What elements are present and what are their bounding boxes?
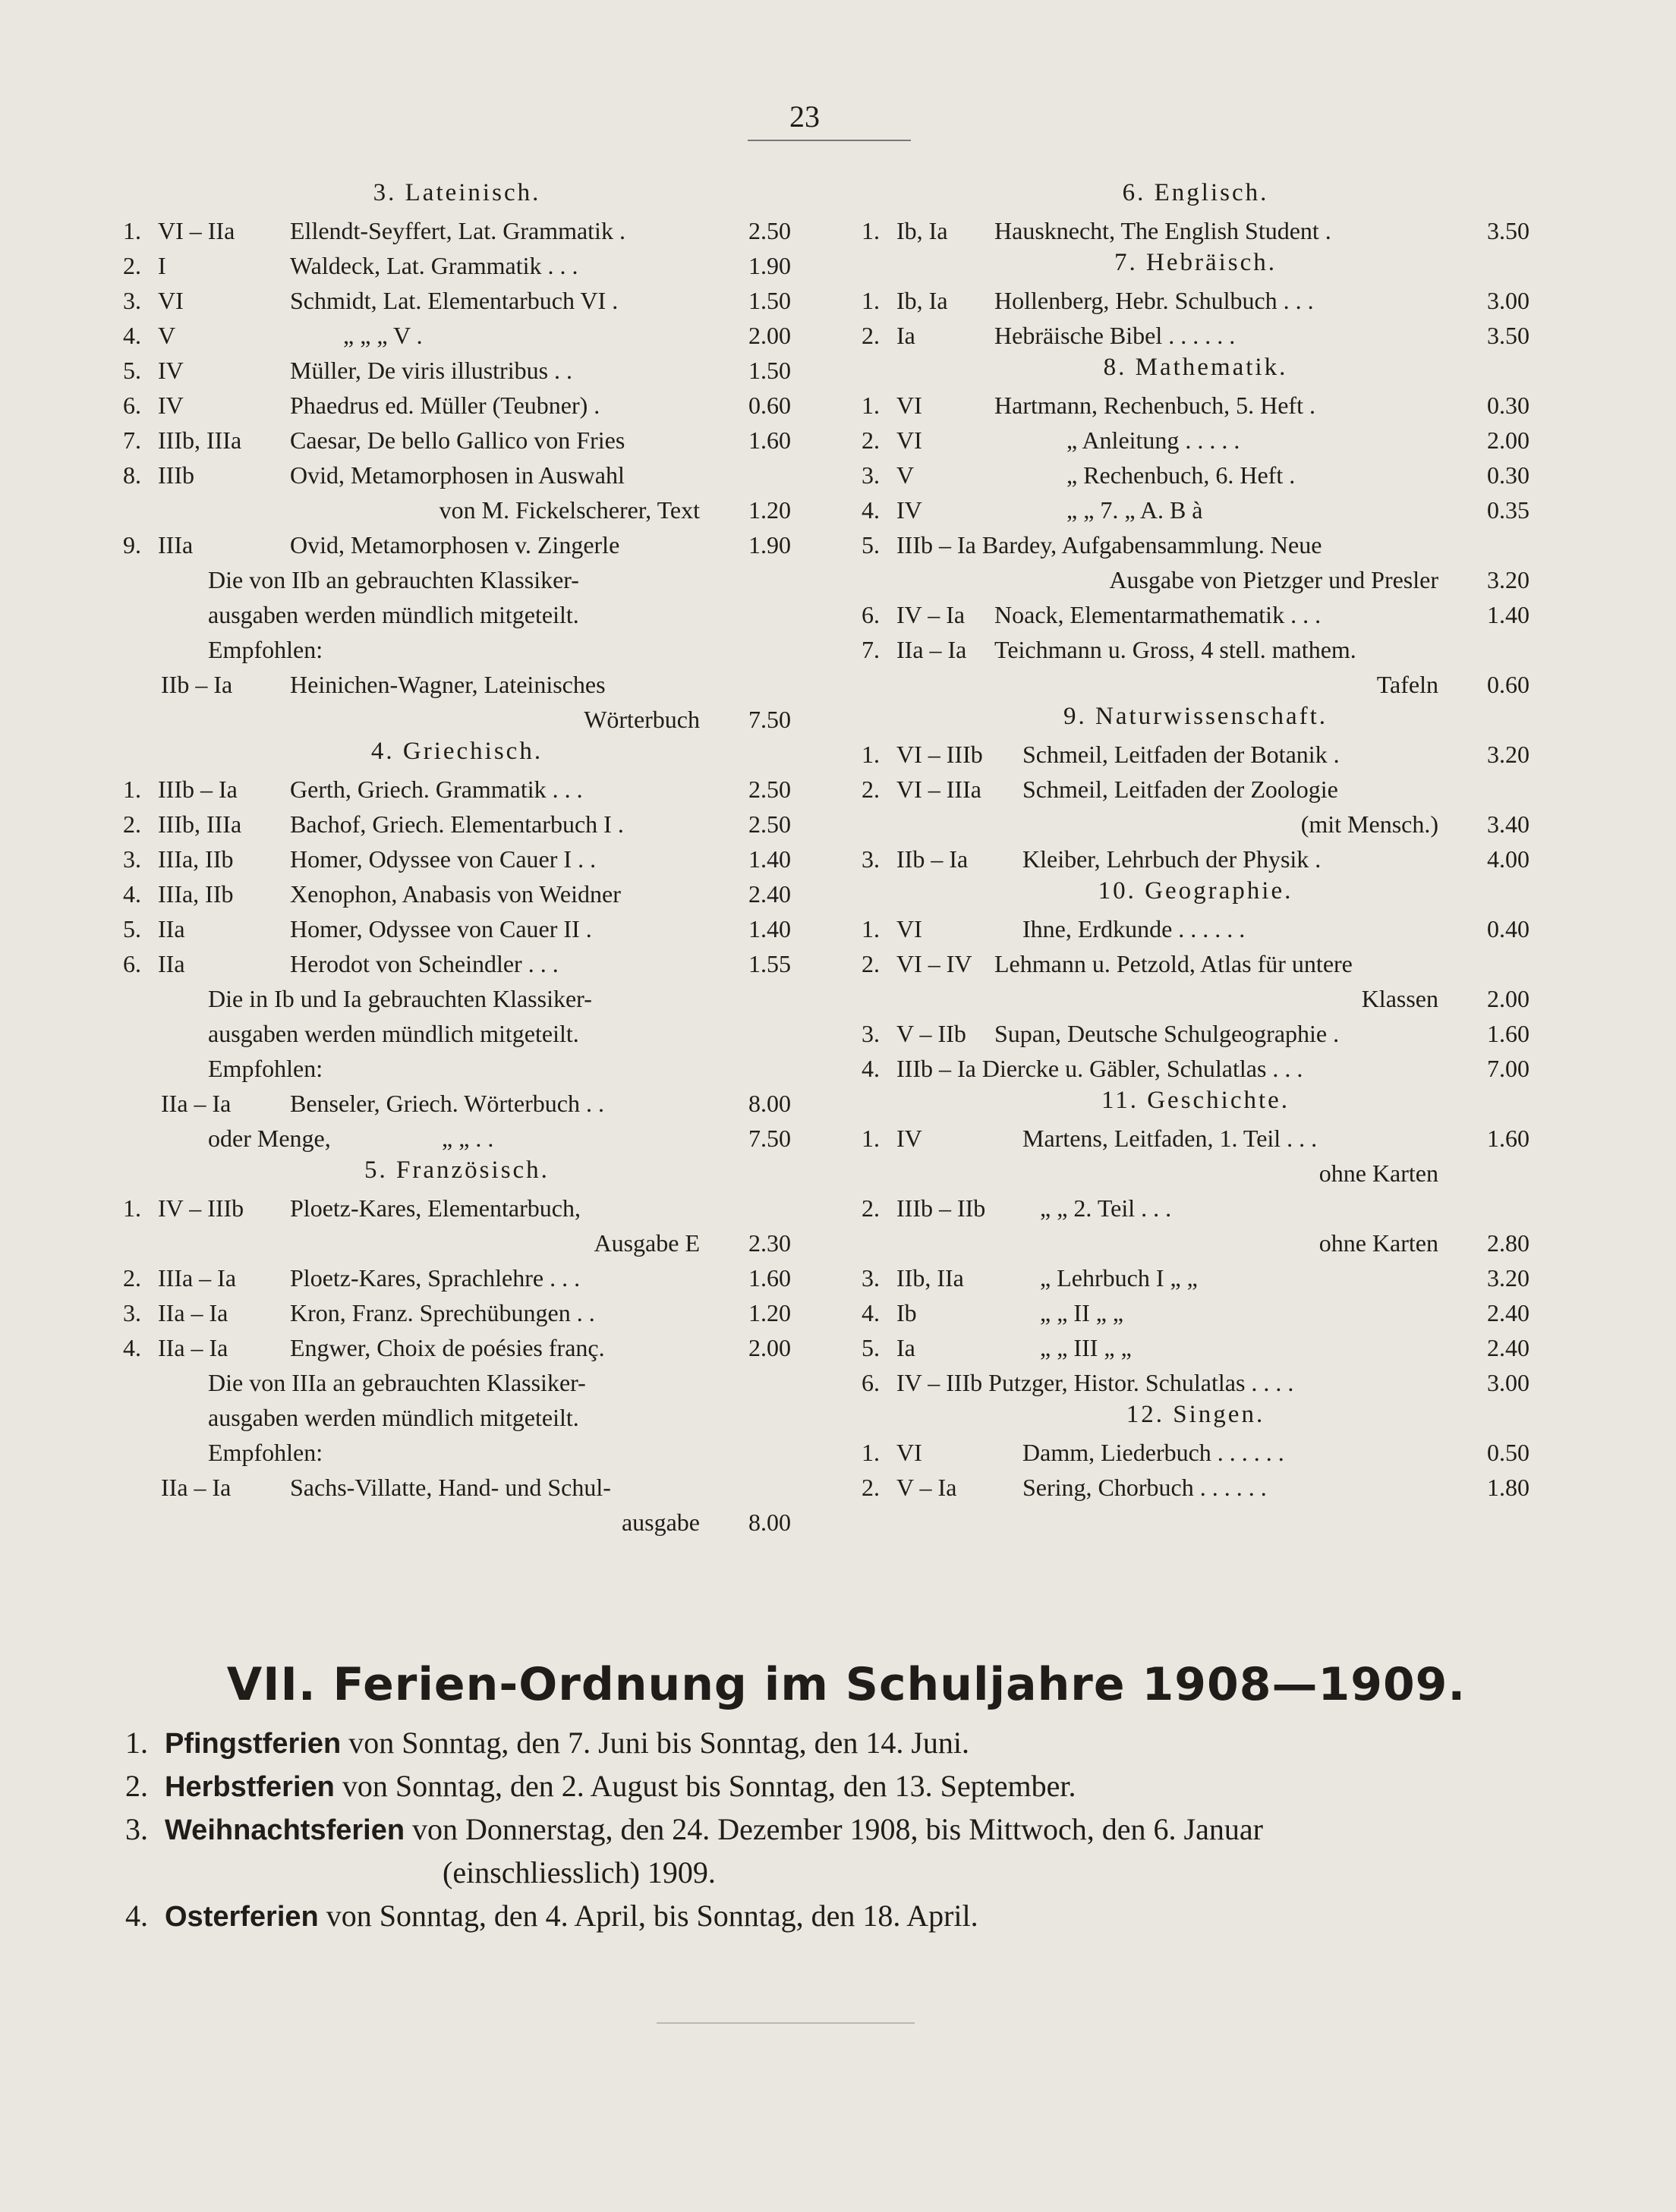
list-item: 3. IIa – Ia Kron, Franz. Sprechübungen . . 1.20 <box>123 1299 791 1326</box>
list-item: Tafeln 0.60 <box>1376 671 1530 698</box>
list-item: 1. Ib, Ia Hausknecht, The English Student . 3.50 <box>862 217 1530 244</box>
list-item: 3. V – IIb Supan, Deutsche Schulgeographie . 1.60 <box>862 1020 1530 1047</box>
list-item-continuation: (einschliesslich) 1909. <box>443 1855 716 1889</box>
list-item: 3. V „ Rechenbuch, 6. Heft . 0.30 <box>862 461 1530 489</box>
list-item: 3. IIIa, IIb Homer, Odyssee von Cauer I . . 1.40 <box>123 845 791 873</box>
section-heading-hebraeisch: 7. Hebräisch. <box>1114 249 1277 276</box>
left-column <box>123 179 791 1540</box>
list-item: 3. VI Schmidt, Lat. Elementarbuch VI . 1.50 <box>123 287 791 314</box>
list-item: 2. Herbstferien von Sonntag, den 2. August bis Sonntag, den 13. September. <box>125 1769 1076 1803</box>
list-item: oder Menge, „ „ . . 7.50 <box>208 1125 791 1152</box>
list-item: 1. IV Martens, Leitfaden, 1. Teil . . . 1.60 <box>862 1125 1530 1152</box>
section-heading-mathematik: 8. Mathematik. <box>1103 354 1288 381</box>
list-item: 8. IIIb Ovid, Metamorphosen in Auswahl <box>123 461 625 489</box>
section-heading-griechisch: 4. Griechisch. <box>370 738 543 765</box>
list-item: von M. Fickelscherer, Text 1.20 <box>439 496 791 524</box>
list-item: 7. IIIb, IIIa Caesar, De bello Gallico von Fries 1.60 <box>123 426 791 454</box>
list-item: 2. VI – IIIa Schmeil, Leitfaden der Zoologie <box>862 776 1338 803</box>
section-heading-latein: 3. Lateinisch. <box>373 179 541 206</box>
list-item: 3. IIb, IIa „ Lehrbuch I „ „ 3.20 <box>862 1264 1530 1292</box>
list-item: IIa – Ia Benseler, Griech. Wörterbuch . . 8.00 <box>161 1090 791 1117</box>
list-item: 6. IV Phaedrus ed. Müller (Teubner) . 0.60 <box>123 392 791 419</box>
list-item: 4. Osterferien von Sonntag, den 4. April, bis Sonntag, den 18. April. <box>125 1899 978 1933</box>
list-item: 5. Ia „ „ III „ „ 2.40 <box>862 1334 1530 1361</box>
note-text: ausgaben werden mündlich mitgeteilt. <box>208 1404 579 1431</box>
list-item: 1. VI Ihne, Erdkunde . . . . . . 0.40 <box>862 915 1530 942</box>
list-item: 2. IIIb, IIIa Bachof, Griech. Elementarbuch I . 2.50 <box>123 810 791 838</box>
list-item: 6. IV – IIIb Putzger, Histor. Schulatlas . . . . 3.00 <box>862 1369 1530 1396</box>
section-heading-englisch: 6. Englisch. <box>1122 179 1269 206</box>
list-item: ohne Karten <box>1318 1159 1438 1187</box>
list-item: Klassen 2.00 <box>1361 985 1530 1012</box>
list-item: 1. IIIb – Ia Gerth, Griech. Grammatik . . . 2.50 <box>123 776 791 803</box>
list-item: 2. VI – IV Lehmann u. Petzold, Atlas für untere <box>862 950 1353 977</box>
list-item: 4. Ib „ „ II „ „ 2.40 <box>862 1299 1530 1326</box>
list-item: IIb – Ia Heinichen-Wagner, Lateinisches <box>161 671 606 698</box>
list-item: 4. V „ „ „ V . 2.00 <box>123 322 791 349</box>
list-item: ausgabe 8.00 <box>621 1509 791 1536</box>
list-item: Ausgabe E 2.30 <box>594 1229 791 1257</box>
note-text: ausgaben werden mündlich mitgeteilt. <box>208 601 579 628</box>
list-item: 2. IIIb – IIb „ „ 2. Teil . . . <box>862 1194 1172 1222</box>
list-item: 2. Ia Hebräische Bibel . . . . . . 3.50 <box>862 322 1530 349</box>
recommended-label: Empfohlen: <box>208 1055 323 1082</box>
list-item: 2. VI „ Anleitung . . . . . 2.00 <box>862 426 1530 454</box>
list-item: ohne Karten 2.80 <box>1318 1229 1530 1257</box>
list-item: 5. IIIb – Ia Bardey, Aufgabensammlung. Neue <box>862 531 1322 559</box>
list-item: IIa – Ia Sachs-Villatte, Hand- und Schul- <box>161 1474 611 1501</box>
list-item: 5. IV Müller, De viris illustribus . . 1.50 <box>123 357 791 384</box>
list-item: 9. IIIa Ovid, Metamorphosen v. Zingerle 1.90 <box>123 531 791 559</box>
right-column <box>862 179 1530 1506</box>
list-item: 3. Weihnachtsferien von Donnerstag, den 24. Dezember 1908, bis Mittwoch, den 6. Januar <box>125 1812 1263 1846</box>
list-item: 1. Ib, Ia Hollenberg, Hebr. Schulbuch . . . 3.00 <box>862 287 1530 314</box>
list-item: (mit Mensch.) 3.40 <box>1300 810 1530 838</box>
section-heading-naturwissenschaft: 9. Naturwissenschaft. <box>1063 703 1328 730</box>
list-item: Ausgabe von Pietzger und Presler 3.20 <box>1109 566 1530 593</box>
page-number: 23 <box>789 99 820 134</box>
list-item: 6. IIa Herodot von Scheindler . . . 1.55 <box>123 950 791 977</box>
section-heading-franzoesisch: 5. Französisch. <box>364 1156 550 1184</box>
list-item: 2. I Waldeck, Lat. Grammatik . . . 1.90 <box>123 252 791 279</box>
section-heading-singen: 12. Singen. <box>1126 1401 1265 1428</box>
divider <box>657 2022 915 2024</box>
list-item: 4. IIIb – Ia Diercke u. Gäbler, Schulatlas . . . 7.00 <box>862 1055 1530 1082</box>
list-item: 2. V – Ia Sering, Chorbuch . . . . . . 1.80 <box>862 1474 1530 1501</box>
list-item: 7. IIa – Ia Teichmann u. Gross, 4 stell. mathem. <box>862 636 1356 663</box>
list-item: 4. IV „ „ 7. „ A. B à 0.35 <box>862 496 1530 524</box>
note-text: Die von IIIa an gebrauchten Klassiker- <box>208 1369 586 1396</box>
list-item: Wörterbuch 7.50 <box>584 706 791 733</box>
section-heading-geschichte: 11. Geschichte. <box>1101 1087 1290 1114</box>
list-item: 6. IV – Ia Noack, Elementarmathematik . . . 1.40 <box>862 601 1530 628</box>
list-item: 1. IV – IIIb Ploetz-Kares, Elementarbuch, <box>123 1194 581 1222</box>
list-item: 4. IIIa, IIb Xenophon, Anabasis von Weidner 2.40 <box>123 880 791 908</box>
note-text: Die von IIb an gebrauchten Klassiker- <box>208 566 579 593</box>
list-item: 3. IIb – Ia Kleiber, Lehrbuch der Physik . 4.00 <box>862 845 1530 873</box>
section-heading-geographie: 10. Geographie. <box>1098 877 1293 905</box>
note-text: ausgaben werden mündlich mitgeteilt. <box>208 1020 579 1047</box>
list-item: 5. IIa Homer, Odyssee von Cauer II . 1.40 <box>123 915 791 942</box>
list-item: 2. IIIa – Ia Ploetz-Kares, Sprachlehre . . . 1.60 <box>123 1264 791 1292</box>
recommended-label: Empfohlen: <box>208 1439 323 1466</box>
list-item: 1. VI – IIa Ellendt-Seyffert, Lat. Grammatik . 2.50 <box>123 217 791 244</box>
list-item: 1. VI Damm, Liederbuch . . . . . . 0.50 <box>862 1439 1530 1466</box>
list-item: 1. VI – IIIb Schmeil, Leitfaden der Botanik . 3.20 <box>862 741 1530 768</box>
list-item: 1. VI Hartmann, Rechenbuch, 5. Heft . 0.30 <box>862 392 1530 419</box>
ferien-section <box>125 1658 1567 1941</box>
recommended-label: Empfohlen: <box>208 636 323 663</box>
ferien-title: VII. Ferien-Ordnung im Schuljahre 1908—1909. <box>226 1658 1466 1711</box>
page-number-rule <box>748 140 911 141</box>
note-text: Die in Ib und Ia gebrauchten Klassiker- <box>208 985 592 1012</box>
list-item: 4. IIa – Ia Engwer, Choix de poésies franç. 2.00 <box>123 1334 791 1361</box>
list-item: 1. Pfingstferien von Sonntag, den 7. Juni bis Sonntag, den 14. Juni. <box>125 1726 970 1760</box>
